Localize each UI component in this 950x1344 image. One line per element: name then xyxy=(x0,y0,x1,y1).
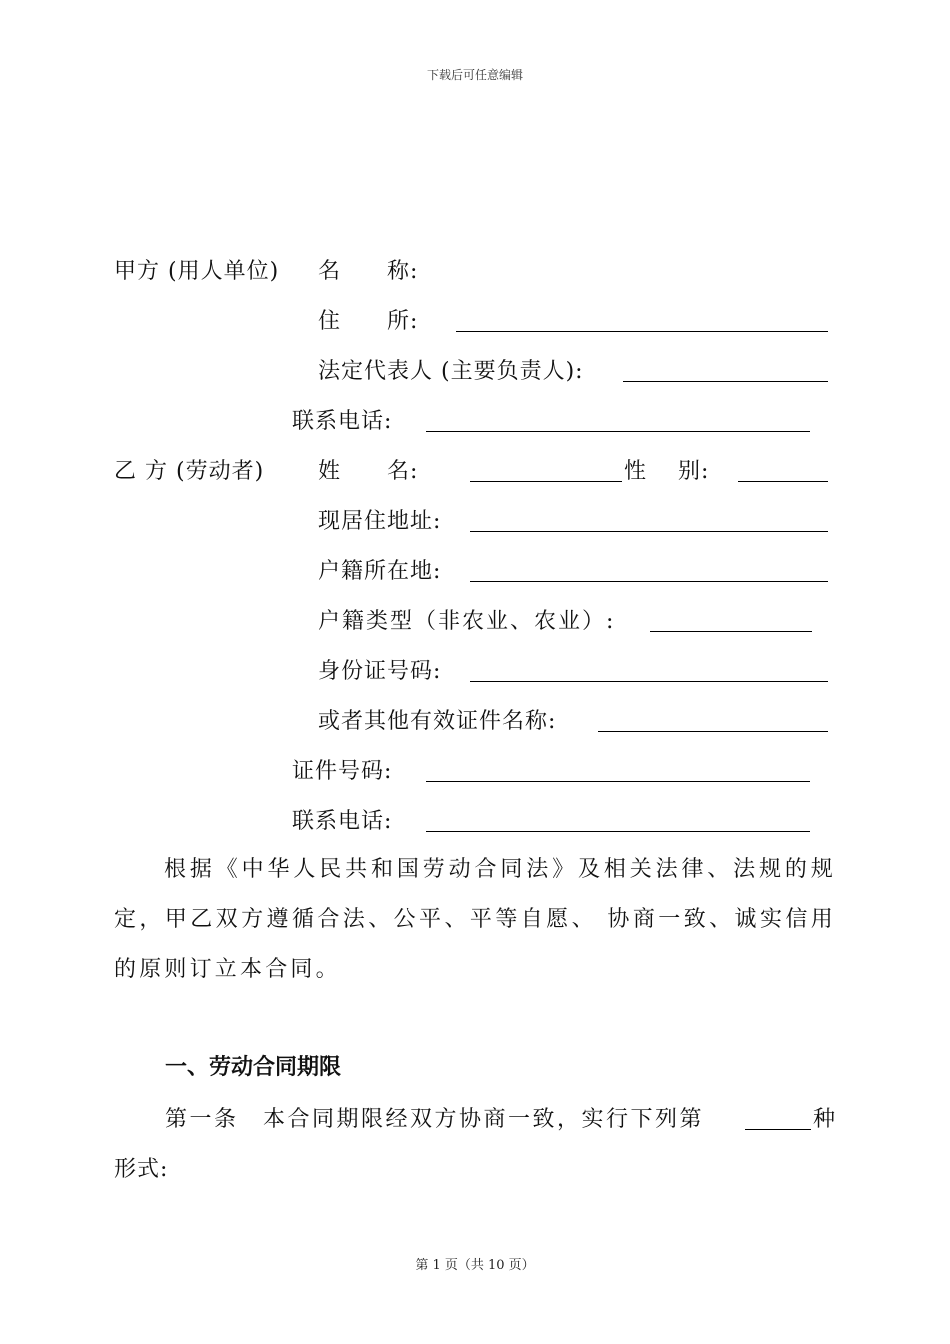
party-a-label: 甲方 (用人单位) xyxy=(114,259,280,284)
party-b-label: 乙 方 (劳动者) xyxy=(114,459,265,484)
party-a-name-label: 名 称: xyxy=(318,259,419,284)
party-a-rep-label: 法定代表人 (主要负责人): xyxy=(318,359,584,384)
party-b-other-id-label: 或者其他有效证件名称: xyxy=(318,709,557,734)
party-a-phone-label: 联系电话: xyxy=(292,409,393,434)
party-b-id-label: 身份证号码: xyxy=(318,659,442,684)
party-a-phone-blank[interactable] xyxy=(426,431,810,432)
intro-paragraph: 根据《中华人民共和国劳动合同法》及相关法律、法规的规定，甲乙双方遵循合法、公平、平等自愿、 协商一致、诚实信用的原则订立本合同。 xyxy=(114,857,836,982)
party-b-hukou-label: 户籍所在地: xyxy=(318,559,442,584)
party-b-cert-no-blank[interactable] xyxy=(426,781,810,782)
article-1-blank[interactable] xyxy=(745,1129,811,1130)
article-1-text: 第一条 本合同期限经双方协商一致，实行下列第 xyxy=(165,1107,705,1132)
party-a-address-blank[interactable] xyxy=(456,331,828,332)
party-a-rep-blank[interactable] xyxy=(623,381,828,382)
party-b-cert-no-label: 证件号码: xyxy=(292,759,393,784)
party-b-hukou-type-blank[interactable] xyxy=(650,631,812,632)
party-b-phone-blank[interactable] xyxy=(426,831,810,832)
party-b-address-label: 现居住地址: xyxy=(318,509,442,534)
page-header: 下载后可任意编辑 xyxy=(426,68,523,82)
party-b-address-blank[interactable] xyxy=(470,531,828,532)
party-b-hukou-blank[interactable] xyxy=(470,581,828,582)
party-a-address-label: 住 所: xyxy=(318,309,419,334)
page-footer: 第 1 页（共 10 页） xyxy=(415,1258,535,1273)
section-heading: 一、劳动合同期限 xyxy=(165,1055,342,1080)
party-b-hukou-type-label: 户籍类型（非农业、农业）: xyxy=(318,609,616,634)
party-b-phone-label: 联系电话: xyxy=(292,809,393,834)
party-b-name-blank[interactable] xyxy=(470,481,622,482)
party-b-id-blank[interactable] xyxy=(470,681,828,682)
party-b-gender-blank[interactable] xyxy=(738,481,828,482)
party-b-other-id-blank[interactable] xyxy=(598,731,828,732)
article-1-suffix: 种 xyxy=(813,1107,837,1132)
party-b-gender-label: 性 别: xyxy=(624,459,710,484)
party-b-name-label: 姓 名: xyxy=(318,459,419,484)
article-1-line2: 形式: xyxy=(114,1157,169,1182)
